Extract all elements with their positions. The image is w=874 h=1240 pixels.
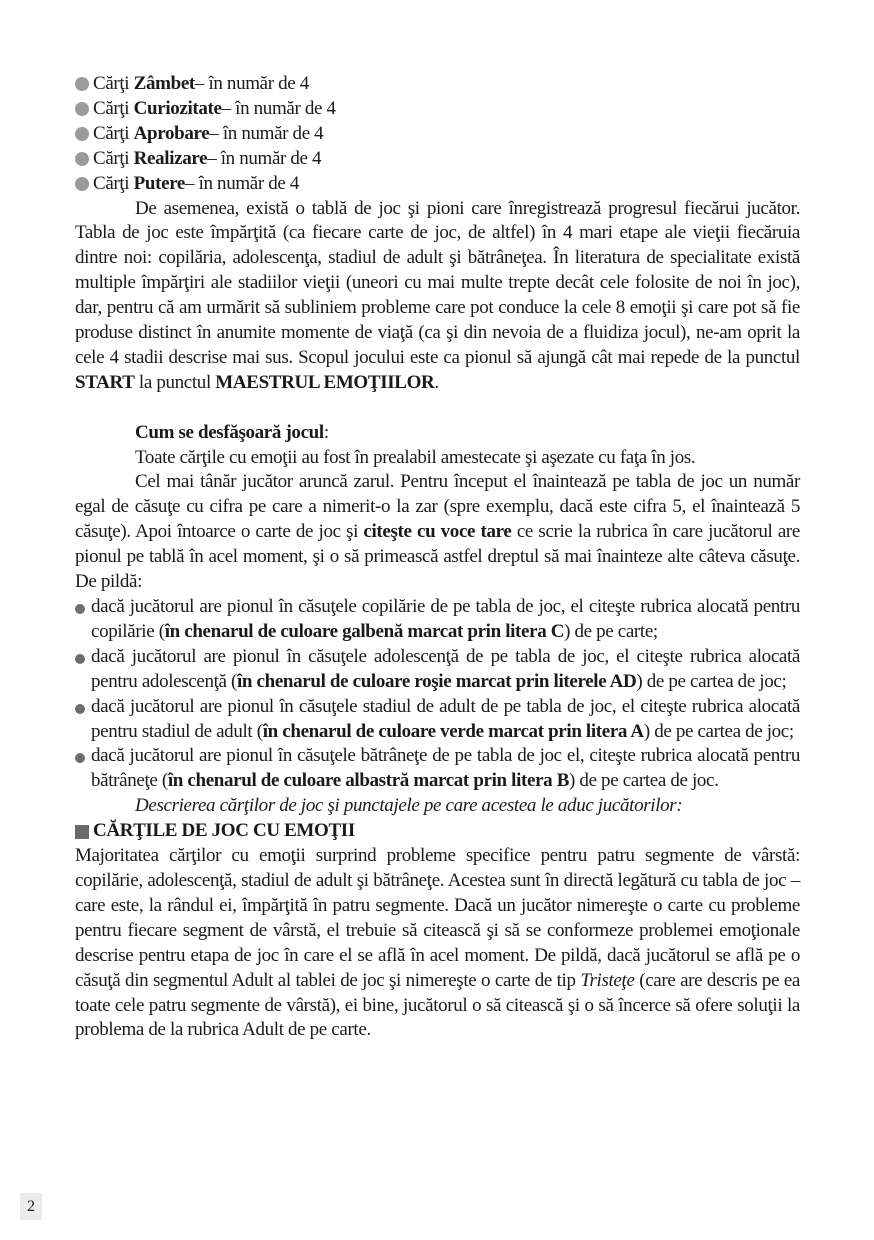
start-label: START	[75, 371, 135, 393]
read-aloud-emphasis: citeşte cu voce tare	[363, 521, 512, 543]
bullet-text: dacă jucătorul are pionul în căsuţele copilărie de pe tabla de joc, el citeşte rubrica alocată pentru copilărie (	[91, 596, 800, 642]
list-item-prefix: Cărţi	[93, 172, 130, 194]
section-paragraph	[75, 844, 800, 1043]
how-to-paragraph-1: Toate cărţile cu emoţii au fost în prealabil amestecate şi aşezate cu faţa în jos.	[135, 446, 696, 468]
list-item	[75, 172, 800, 197]
bullet-dot-icon	[75, 753, 85, 763]
card-name: Zâmbet	[133, 73, 195, 94]
bullet-text: ) de pe cartea de joc;	[636, 670, 787, 692]
list-item	[75, 595, 800, 645]
bullet-text: ) de pe cartea de joc.	[569, 770, 719, 792]
list-item	[75, 72, 800, 97]
card-name: Curiozitate	[133, 97, 222, 119]
list-item-suffix: – în număr de 4	[221, 97, 336, 119]
list-item	[75, 695, 800, 745]
spacer	[75, 396, 800, 421]
bullet-emphasis: în chenarul de culoare albastră marcat prin litera B	[167, 770, 570, 792]
how-to-paragraph-2	[75, 470, 800, 595]
section-title: CĂRŢILE DE JOC CU EMOŢII	[93, 820, 355, 842]
bullet-emphasis: în chenarul de culoare verde marcat prin litera A	[262, 720, 644, 742]
card-type-list	[75, 72, 800, 197]
square-bullet-icon	[75, 825, 89, 839]
intro-end: .	[434, 371, 439, 393]
bullet-dot-icon	[75, 127, 89, 141]
bullet-text: dacă jucătorul are pionul în căsuţele bătrâneţe de pe tabla de joc el, citeşte rubrica alocată pentru bătrâneţe (	[91, 745, 800, 792]
bullet-dot-icon	[75, 654, 85, 664]
list-item-prefix: Cărţi	[93, 147, 130, 169]
stage-bullet-list	[75, 595, 800, 794]
section-text: Majoritatea cărţilor cu emoţii surprind probleme specifice pentru patru segmente de vârstă: copilărie, adolescenţă, stadiul de adult şi bătrâneţe. Acestea sunt în directă legătură cu tabla de joc – care este, la rândul ei, împărţită în patru segmente. Dacă un jucător nimereşte o carte cu probleme pentru fiecare segment de vârstă, el trebuie să citească şi să se conformeze problemei emoţionale descrise pentru etapa de joc în care el se află în acel moment. De pildă, dacă jucătorul se află pe o căsuţă din segmentul Adult al tablei de joc şi nimereşte o carte de tip	[75, 845, 800, 991]
how-to-colon: :	[323, 421, 329, 443]
bullet-text: dacă jucătorul are pionul în căsuţele stadiul de adult de pe tabla de joc, el citeşte rubrica alocată pentru stadiul de adult (	[91, 695, 800, 742]
bullet-dot-icon	[75, 77, 89, 91]
bullet-emphasis: în chenarul de culoare galbenă marcat prin litera C	[164, 620, 565, 642]
how-to-text: Cel mai tânăr jucător aruncă zarul. Pentru început el înaintează pe tabla de joc un număr egal de căsuţe cu cifra pe care a nimerit-o la zar (spre exemplu, dacă este cifra 5, el înaintează 5 căsuţe). Apoi întoarce o carte de joc şi	[75, 471, 800, 543]
bullet-text: ) de pe cartea de joc;	[643, 720, 794, 742]
sadness-card-name: Tristeţe	[580, 969, 635, 991]
list-item	[75, 97, 800, 122]
bullet-text: ) de pe carte;	[564, 620, 658, 642]
how-to-text: ce scrie la rubrica în care jucătorul are pionul pe tablă în acel moment, şi o să primească astfel dreptul să mai înainteze alte câteva căsuţe. De pildă:	[75, 521, 800, 593]
bullet-text: dacă jucătorul are pionul în căsuţele adolescenţă de pe tabla de joc, el citeşte rubrica alocată pentru adolescenţă (	[91, 645, 800, 692]
document-page	[75, 72, 800, 1043]
list-item-suffix: – în număr de 4	[207, 147, 322, 169]
list-item-prefix: Cărţi	[93, 97, 130, 119]
master-label: MAESTRUL EMOŢIILOR	[215, 371, 435, 393]
list-item-prefix: Cărţi	[93, 122, 130, 144]
bullet-dot-icon	[75, 604, 85, 614]
card-name: Putere	[133, 172, 186, 194]
list-item-prefix: Cărţi	[93, 73, 130, 94]
card-name: Realizare	[133, 147, 208, 169]
intro-text: De asemenea, există o tablă de joc şi pioni care înregistrează progresul fiecărui jucător. Tabla de joc este împărţită (ca fiecare carte de joc, de altfel) în 4 mari etape ale vieţii fiecăruia dintre noi: copilăria, adolescenţa, stadiul de adult şi bătrâneţea. În literatura de specialitate există multiple împărţiri ale stadiilor vieţii (uneori cu mai multe trepte decât cele folosite de noi în joc), dar, pentru că am urmărit să subliniem probleme care pot conduce la cele 8 emoţii şi care pot să fie produse distinct în anumite momente de viaţă (ca şi din nevoia de a fluidiza jocul), ne-am oprit la cele 4 stadii descrise mai sus. Scopul jocului este ca pionul să ajungă cât mai repede de la punctul	[75, 197, 800, 368]
bullet-dot-icon	[75, 177, 89, 191]
cards-description: Descrierea cărţilor de joc şi punctajele pe care acestea le aduc jucătorilor:	[135, 795, 683, 817]
list-item	[75, 645, 800, 695]
section-text: (care are descris pe ea toate cele patru segmente de vârstă), ei bine, jucătorul o să citească şi o să încerce să ofere soluţii la problema de la rubrica Adult de pe carte.	[75, 969, 800, 1041]
list-item	[75, 147, 800, 172]
intro-mid: la punctul	[134, 371, 216, 393]
page-number: 2	[20, 1193, 42, 1220]
bullet-dot-icon	[75, 152, 89, 166]
list-item	[75, 122, 800, 147]
bullet-emphasis: în chenarul de culoare roşie marcat prin literele AD	[236, 670, 637, 692]
card-name: Aprobare	[133, 122, 210, 144]
how-to-heading	[75, 421, 800, 446]
bullet-dot-icon	[75, 102, 89, 116]
intro-paragraph	[75, 197, 800, 396]
list-item-suffix: – în număr de 4	[209, 122, 324, 144]
how-to-title: Cum se desfăşoară jocul	[135, 421, 324, 443]
bullet-dot-icon	[75, 704, 85, 714]
section-heading	[75, 819, 800, 844]
list-item-suffix: – în număr de 4	[185, 172, 300, 194]
list-item-suffix: – în număr de 4	[194, 73, 309, 94]
list-item	[75, 744, 800, 794]
